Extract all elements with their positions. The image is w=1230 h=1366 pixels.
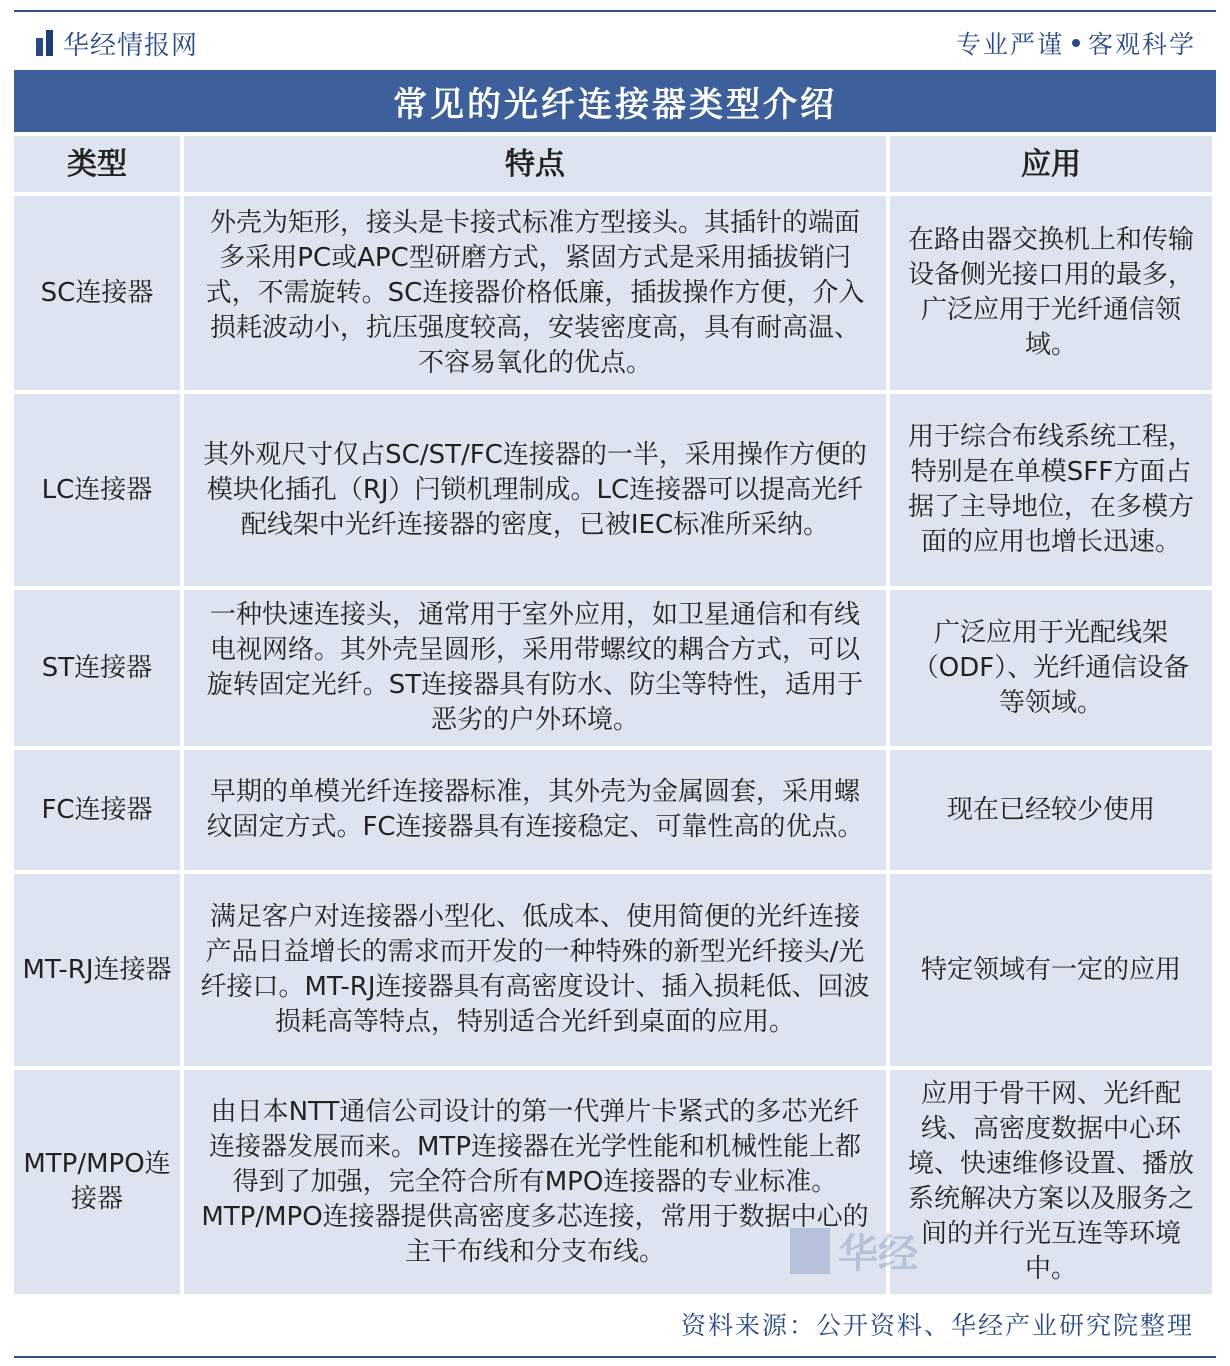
- cell-type: FC连接器: [14, 750, 180, 870]
- header: [14, 18, 1216, 68]
- top-divider: [14, 10, 1216, 12]
- table-row: [14, 750, 1216, 870]
- cell-feature: 满足客户对连接器小型化、低成本、使用简便的光纤连接产品日益增长的需求而开发的一种特殊的新型光纤接头/光纤接口。MT-RJ连接器具有高密度设计、插入损耗低、回波损耗高等特点，特别适合光纤到桌面的应用。: [184, 874, 886, 1066]
- cell-type: SC连接器: [14, 196, 180, 390]
- cell-application: 特定领域有一定的应用: [890, 874, 1212, 1066]
- slogan-left: 专业严谨: [955, 30, 1064, 59]
- cell-application: 应用于骨干网、光纤配线、高密度数据中心环境、快速维修设置、播放系统解决方案以及服务之间的并行光互连等环境中。: [890, 1070, 1212, 1294]
- brand-name: 华经情报网: [63, 30, 199, 61]
- table-row: [14, 590, 1216, 746]
- connector-table: [14, 136, 1216, 1298]
- cell-feature: 一种快速连接头，通常用于室外应用，如卫星通信和有线电视网络。其外壳呈圆形，采用带螺纹的耦合方式，可以旋转固定光纤。ST连接器具有防水、防尘等特性，适用于恶劣的户外环境。: [184, 590, 886, 746]
- cell-application: 在路由器交换机上和传输设备侧光接口用的最多，广泛应用于光纤通信领域。: [890, 196, 1212, 390]
- table-row: [14, 394, 1216, 586]
- cell-application: 现在已经较少使用: [890, 750, 1212, 870]
- bottom-divider: [14, 1356, 1216, 1358]
- cell-feature: 由日本NTT通信公司设计的第一代弹片卡紧式的多芯光纤连接器发展而来。MTP连接器在光学性能和机械性能上都得到了加强，完全符合所有MPO连接器的专业标准。MTP/MPO连接器提供高密度多芯连接，常用于数据中心的主干布线和分支布线。: [184, 1070, 886, 1294]
- table-row: [14, 874, 1216, 1066]
- source-note: 资料来源：公开资料、华经产业研究院整理: [680, 1311, 1194, 1340]
- cell-feature: 其外观尺寸仅占SC/ST/FC连接器的一半，采用操作方便的模块化插孔（RJ）闩锁机理制成。LC连接器可以提高光纤配线架中光纤连接器的密度，已被IEC标准所采纳。: [184, 394, 886, 586]
- bullet-dot-icon: [1072, 39, 1080, 47]
- cell-application: 广泛应用于光配线架（ODF）、光纤通信设备等领域。: [890, 590, 1212, 746]
- cell-type: MT-RJ连接器: [14, 874, 180, 1066]
- cell-type: LC连接器: [14, 394, 180, 586]
- column-header-type: 类型: [14, 136, 180, 192]
- slogan: [956, 25, 1216, 61]
- cell-type: MTP/MPO连接器: [14, 1070, 180, 1294]
- cell-application: 用于综合布线系统工程，特别是在单模SFF方面占据了主导地位，在多模方面的应用也增长迅速。: [890, 394, 1212, 586]
- page-title: 常见的光纤连接器类型介绍: [14, 70, 1216, 132]
- brand: [14, 25, 198, 62]
- cell-feature: 外壳为矩形，接头是卡接式标准方型接头。其插针的端面多采用PC或APC型研磨方式，紧固方式是采用插拔销闩式，不需旋转。SC连接器价格低廉，插拔操作方便，介入损耗波动小，抗压强度较高，安装密度高，具有耐高温、不容易氧化的优点。: [184, 196, 886, 390]
- cell-type: ST连接器: [14, 590, 180, 746]
- table-row: [14, 1070, 1216, 1294]
- slogan-right: 客观科学: [1087, 30, 1196, 59]
- cell-feature: 早期的单模光纤连接器标准，其外壳为金属圆套，采用螺纹固定方式。FC连接器具有连接稳定、可靠性高的优点。: [184, 750, 886, 870]
- brand-logo-icon: [36, 30, 53, 56]
- watermark-text: 华经: [838, 1231, 918, 1277]
- column-header-feature: 特点: [184, 136, 886, 192]
- column-header-application: 应用: [890, 136, 1212, 192]
- table-row: [14, 196, 1216, 390]
- table-header-row: [14, 136, 1216, 192]
